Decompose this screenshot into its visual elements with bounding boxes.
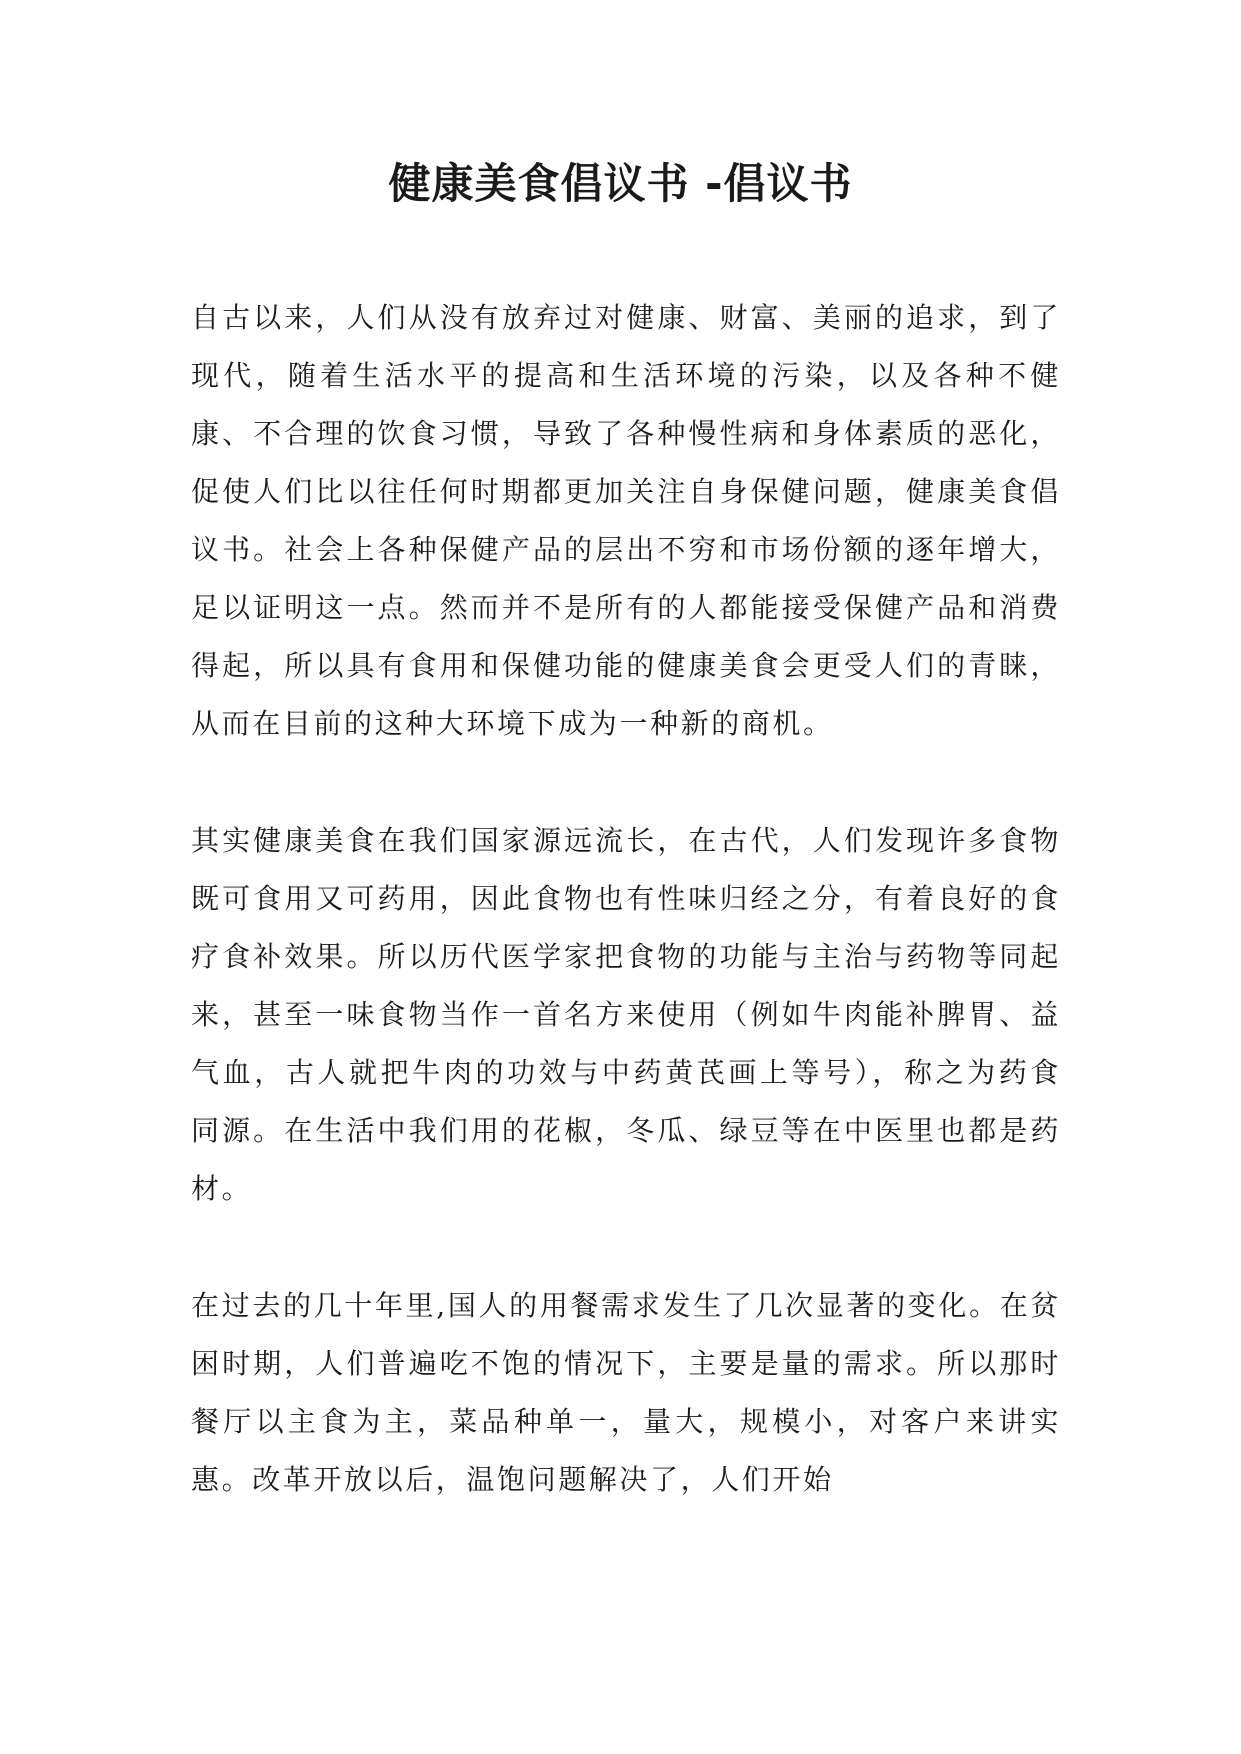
document-title: 健康美食倡议书 -倡议书: [388, 159, 853, 208]
paragraph-1: 自古以来，人们从没有放弃过对健康、财富、美丽的追求，到了现代，随着生活水平的提高和生活环境的污染，以及各种不健康、不合理的饮食习惯，导致了各种慢性病和身体素质的恶化，促使人们比以往任何时期都更加关注自身保健问题，健康美食倡议书。社会上各种保健产品的层出不穷和市场份额的逐年增大，足以证明这一点。然而并不是所有的人都能接受保健产品和消费得起，所以具有食用和保健功能的健康美食会更受人们的青睐，从而在目前的这种大环境下成为一种新的商机。: [191, 301, 1061, 740]
paragraph-3: 在过去的几十年里,国人的用餐需求发生了几次显著的变化。在贫困时期，人们普遍吃不饱的情况下，主要是量的需求。所以那时餐厅以主食为主，菜品种单一，量大，规模小，对客户来讲实惠。改革开放以后，温饱问题解决了，人们开始: [191, 1289, 1061, 1496]
document-body: [191, 289, 1061, 1509]
paragraph-2: 其实健康美食在我们国家源远流长，在古代，人们发现许多食物既可食用又可药用，因此食物也有性味归经之分，有着良好的食疗食补效果。所以历代医学家把食物的功能与主治与药物等同起来，甚至一味食物当作一首名方来使用（例如牛肉能补脾胃、益气血，古人就把牛肉的功效与中药黄芪画上等号），称之为药食同源。在生活中我们用的花椒，冬瓜、绿豆等在中医里也都是药材。: [191, 824, 1061, 1205]
